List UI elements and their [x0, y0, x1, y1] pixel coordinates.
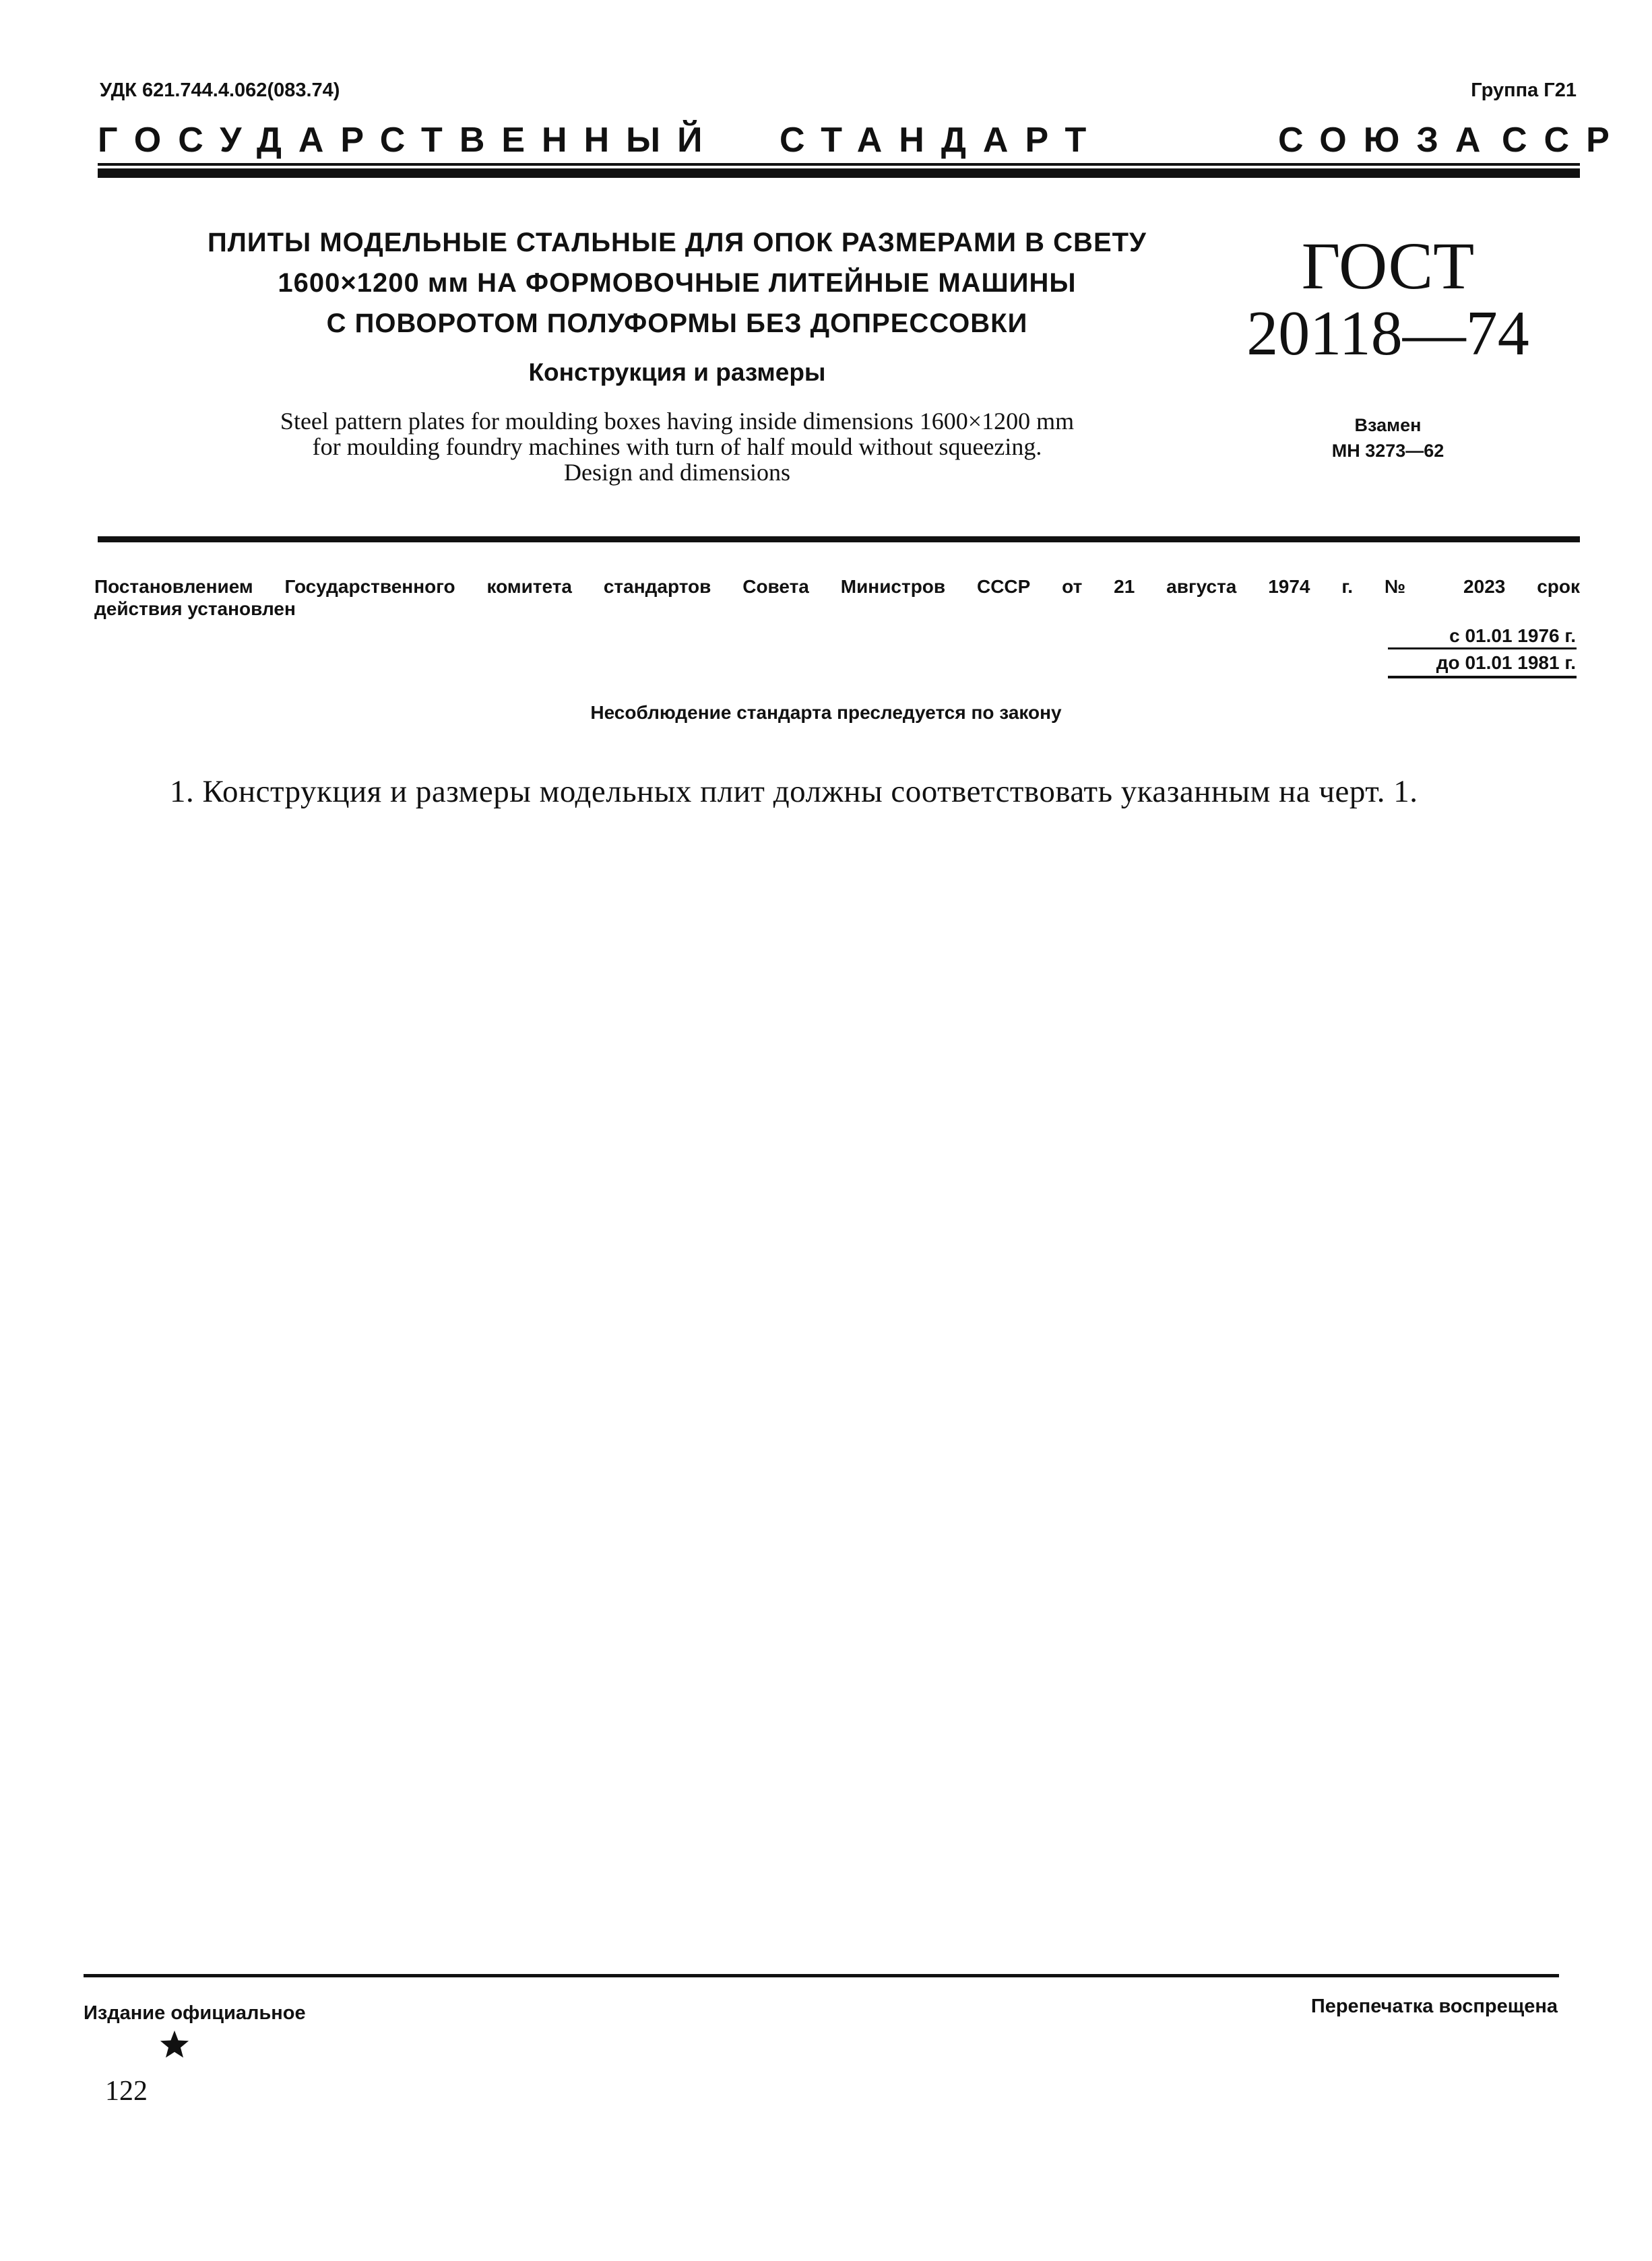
- gost-number: 20118—74: [1246, 298, 1529, 369]
- state-standard-header: [98, 120, 1626, 166]
- gost-label: ГОСТ: [1301, 228, 1475, 303]
- star-icon: [159, 2029, 190, 2060]
- valid-from: с 01.01 1976 г.: [1449, 625, 1576, 646]
- header-rule-thin: [98, 163, 1580, 166]
- decree-line-2: действия установлен: [94, 598, 296, 619]
- english-title: [128, 408, 1226, 485]
- valid-to: до 01.01 1981 г.: [1436, 652, 1576, 673]
- title-block: [128, 222, 1226, 387]
- header-word-union: СОЮЗА: [1278, 121, 1498, 160]
- official-edition: Издание официальное: [84, 2002, 306, 2024]
- valid-to-underline: [1388, 676, 1577, 678]
- replaces-value: МН 3273—62: [1331, 441, 1444, 461]
- title-line-3: С ПОВОРОТОМ ПОЛУФОРМЫ БЕЗ ДОПРЕССОВКИ: [326, 309, 1028, 338]
- english-title-line-3: Design and dimensions: [564, 459, 790, 486]
- title-line-2: 1600×1200 мм НА ФОРМОВОЧНЫЕ ЛИТЕЙНЫЕ МАШИНЫ: [278, 268, 1077, 298]
- header-word-state: ГОСУДАРСТВЕННЫЙ: [98, 121, 720, 160]
- header-word-standard: СТАНДАРТ: [780, 121, 1104, 160]
- english-title-line-1: Steel pattern plates for moulding boxes having inside dimensions 1600×1200 mm: [280, 408, 1075, 435]
- replaces-label: Взамен: [1354, 415, 1422, 435]
- section-rule: [98, 536, 1580, 542]
- no-reprint-notice: Перепечатка воспрещена: [1310, 1996, 1558, 2017]
- legal-notice: Несоблюдение стандарта преследуется по закону: [590, 702, 1062, 723]
- decree-line-1: Постановлением Государственного комитета стандартов Совета Министров СССР от 21 августа 1974 г. № 2023 срок: [94, 576, 1580, 597]
- group-code: Группа Г21: [1471, 79, 1577, 101]
- header-word-ussr: ССР: [1502, 121, 1626, 160]
- valid-from-underline: [1388, 647, 1577, 649]
- page-number: 122: [105, 2076, 148, 2107]
- title-line-1: ПЛИТЫ МОДЕЛЬНЫЕ СТАЛЬНЫЕ ДЛЯ ОПОК РАЗМЕРАМИ В СВЕТУ: [208, 228, 1147, 257]
- header-rule-thick: [98, 168, 1580, 178]
- footer-rule: [84, 1974, 1559, 1977]
- subtitle-ru: Конструкция и размеры: [528, 358, 826, 386]
- clause-1: 1. Конструкция и размеры модельных плит должны соответствовать указанным на черт. 1.: [170, 774, 1418, 809]
- udk-code: УДК 621.744.4.062(083.74): [100, 79, 340, 101]
- english-title-line-2: for moulding foundry machines with turn of half mould without squeezing.: [312, 433, 1042, 460]
